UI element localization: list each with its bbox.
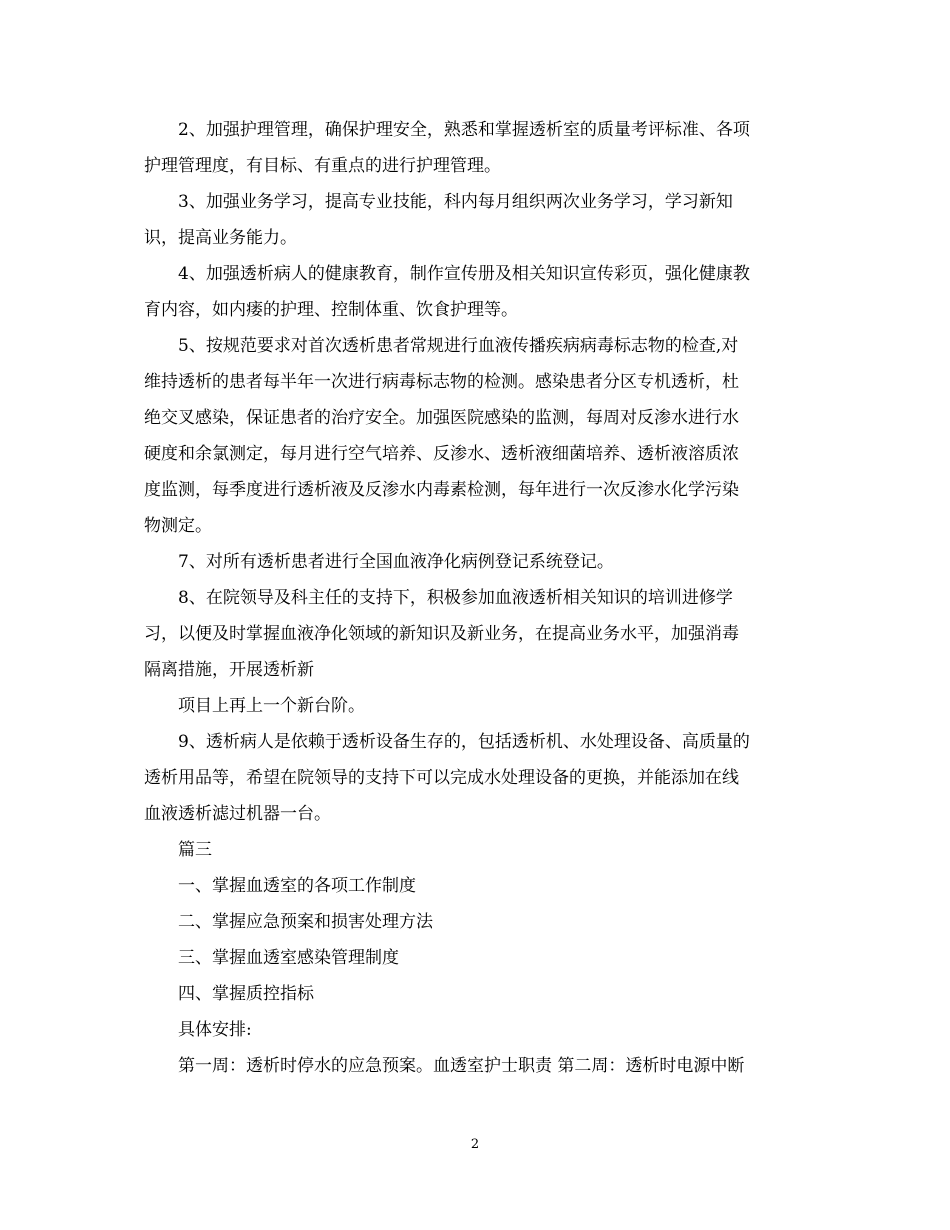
paragraph-line: 8、在院领导及科主任的支持下，积极参加血液透析相关知识的培训进修学 (178, 588, 733, 608)
paragraph-line: 2、加强护理管理，确保护理安全，熟悉和掌握透析室的质量考评标准、各项 (178, 120, 750, 140)
paragraph-line: 维持透析的患者每半年一次进行病毒标志物的检测。感染患者分区专机透析，杜 (144, 372, 739, 392)
paragraph-line: 绝交叉感染，保证患者的治疗安全。加强医院感染的监测，每周对反渗水进行水 (144, 408, 739, 428)
subheading: 具体安排: (178, 1020, 252, 1040)
list-item: 二、掌握应急预案和损害处理方法 (178, 912, 433, 932)
paragraph-line: 度监测，每季度进行透析液及反渗水内毒素检测，每年进行一次反渗水化学污染 (144, 480, 739, 500)
section-heading: 篇三 (178, 840, 212, 860)
paragraph-line: 3、加强业务学习，提高专业技能，科内每月组织两次业务学习，学习新知 (178, 192, 733, 212)
paragraph-line: 血液透析滤过机器一台。 (144, 804, 331, 824)
paragraph-line: 透析用品等，希望在院领导的支持下可以完成水处理设备的更换，并能添加在线 (144, 768, 739, 788)
paragraph-line: 习，以便及时掌握血液净化领域的新知识及新业务，在提高业务水平，加强消毒 (144, 624, 739, 644)
page-number: 2 (470, 1137, 480, 1152)
paragraph-line: 育内容，如内瘘的护理、控制体重、饮食护理等。 (144, 300, 518, 320)
body-text (144, 112, 808, 1084)
paragraph-line: 护理管理度，有目标、有重点的进行护理管理。 (144, 156, 501, 176)
paragraph-line: 物测定。 (144, 516, 212, 536)
paragraph-line: 7、对所有透析患者进行全国血液净化病例登记系统登记。 (178, 552, 614, 572)
paragraph-line: 识，提高业务能力。 (144, 228, 297, 248)
list-item: 三、掌握血透室感染管理制度 (178, 948, 399, 968)
paragraph-line: 9、透析病人是依赖于透析设备生存的，包括透析机、水处理设备、高质量的 (178, 732, 750, 752)
list-item: 一、掌握血透室的各项工作制度 (178, 876, 416, 896)
paragraph-line: 硬度和余氯测定，每月进行空气培养、反渗水、透析液细菌培养、透析液溶质浓 (144, 444, 739, 464)
paragraph-line: 4、加强透析病人的健康教育，制作宣传册及相关知识宣传彩页，强化健康教 (178, 264, 750, 284)
paragraph-line: 隔离措施，开展透析新 (144, 660, 314, 680)
paragraph-line: 项目上再上一个新台阶。 (178, 696, 365, 716)
paragraph-line: 第一周：透析时停水的应急预案。血透室护士职责 第二周：透析时电源中断 (178, 1056, 745, 1076)
paragraph-line: 5、按规范要求对首次透析患者常规进行血液传播疾病病毒标志物的检查,对 (178, 336, 739, 356)
list-item: 四、掌握质控指标 (178, 984, 314, 1004)
